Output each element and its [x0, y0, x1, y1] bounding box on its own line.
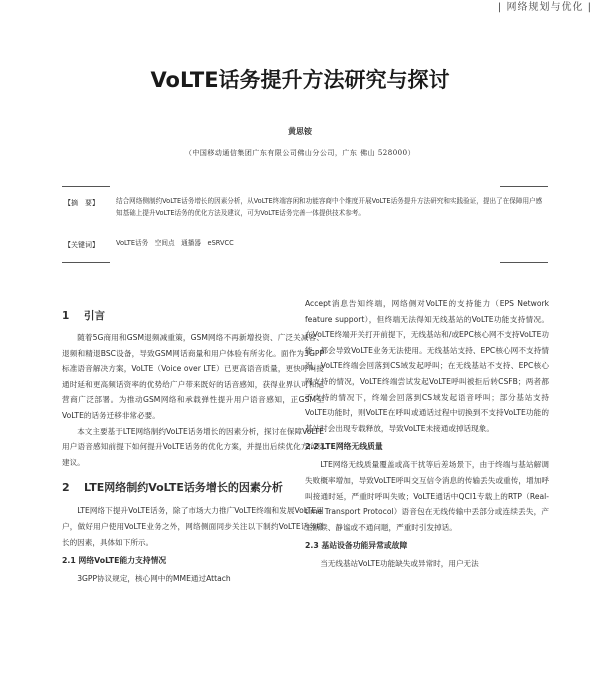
abstract-top-rule-right	[500, 186, 548, 187]
abstract-bottom-rule-right	[500, 262, 548, 263]
section-2-heading	[62, 478, 324, 497]
subsection-2-1-paragraph: 3GPP协议规定，核心网中的MME通过Attach	[77, 574, 231, 584]
abstract-label: 【摘 要】	[64, 199, 99, 207]
subsection-2-2-heading: 2.2 LTE网络无线质量	[305, 442, 383, 452]
author-affiliation: （中国移动通信集团广东有限公司佛山分公司，广东 佛山 528000）	[184, 149, 416, 157]
left-column	[62, 300, 324, 587]
section-1-number: 1	[62, 310, 70, 322]
subsection-2-3-paragraph: 当无线基站VoLTE功能缺失或异常时，用户无法	[320, 559, 479, 569]
subsection-2-2-paragraph: LTE网络无线质量覆盖或高干扰等后差场景下，由于终端与基站解调失败概率增加，导致VoLTE呼叫交互信令消息的传输丢失或重传，增加呼叫接通时延，严重时呼叫失败；VoLTE通话中QCI1专载上的RTP（Real-time Transport Protocol）语音包在无线传输中丢部分或连续丢失，产生断续、静谧或不通问题，严重时引发掉话。	[305, 460, 549, 532]
section-2-paragraph: LTE网络下提升VoLTE话务，除了市场大力推广VoLTE终端和发展VoLTE用户，做好用户使用VoLTE业务之外，网络侧面同步关注以下制约VoLTE话务增长的因素，具体如下所示。	[62, 506, 324, 547]
section-2-number: 2	[62, 481, 70, 495]
keywords-label: 【关键词】	[64, 241, 99, 249]
journal-section-tag: | 网络规划与优化 |	[497, 2, 592, 13]
right-column	[305, 296, 549, 572]
section-1-heading	[62, 308, 324, 324]
author-name: 黄思铵	[288, 126, 312, 136]
section-1-title: 引言	[84, 310, 105, 322]
subsection-2-1-heading: 2.1 网络VoLTE能力支持情况	[62, 556, 167, 566]
intro-paragraph-1: 随着5G商用和GSM退频减重策，GSM网络不再新增投资、广泛关减客、退频和精退BSC设备，导致GSM网话商量和用户体验有所劣化。面作为3GPP标准语音解决方案，VoLTE（Voice over LTE）已更高语音质量，更快呼叫接通时延和更高频话资率的优势给广户带来既好的话音感知，获得业界认可和运营商广泛部署。为推动GSM网络和承载弹性提升用户语音感知，正GSM至VoLTE的话务迁移非常必要。	[62, 333, 324, 420]
subsection-2-1-continued: Accept消息告知终端，网络侧对VoLTE的支持能力（EPS Network feature support），但终端无法得知无线基站的VoLTE功能支持情况。在VoLTE终端开关打开前提下，无线基站和/或EPC核心网不支持VoLTE功能，都会导致VoLTE业务无法使用。无线基站支持、EPC核心网不支持情况，VoLTE终端会回落到CS域发起呼叫；在无线基站不支持、EPC核心网支持的情况，VoLTE终端尝试发起VoLTE呼叫被拒后转CSFB；两者都不支持的情况下，终端会回落到CS域发起语音呼叫；部分基站支持VoLTE功能时，则VoLTE在呼叫或通话过程中切换到不支持VoLTE功能的基站时会出现专载释放，导致VoLTE未接通或掉话现象。	[305, 299, 549, 433]
subsection-2-3-heading: 2.3 基站设备功能异常或故障	[305, 541, 408, 551]
keywords-text: VoLTE话务 空间点 通播器 eSRVCC	[116, 239, 234, 247]
abstract-top-rule	[62, 186, 110, 187]
section-2-title: LTE网络制约VoLTE话务增长的因素分析	[84, 481, 283, 495]
abstract-bottom-rule	[62, 262, 110, 263]
abstract-text: 结合网络侧制约VoLTE话务增长的因素分析，从VoLTE终端容闲和功能容商中个维度开展VoLTE话务提升方法研究和实践验证，提出了在保障用户感知基础上提升VoLTE话务的优化方法及建议，可为VoLTE话务完善一体提供技术参考。	[116, 197, 543, 217]
intro-paragraph-2: 本文主要基于LTE网络制约VoLTE话务增长的因素分析，探讨在保障VoLTE用户语音感知前提下如何提升VoLTE话务的优化方案，并提出后续优化方向及建议。	[62, 426, 324, 467]
article-title: VoLTE话务提升方法研究与探讨	[150, 68, 450, 92]
